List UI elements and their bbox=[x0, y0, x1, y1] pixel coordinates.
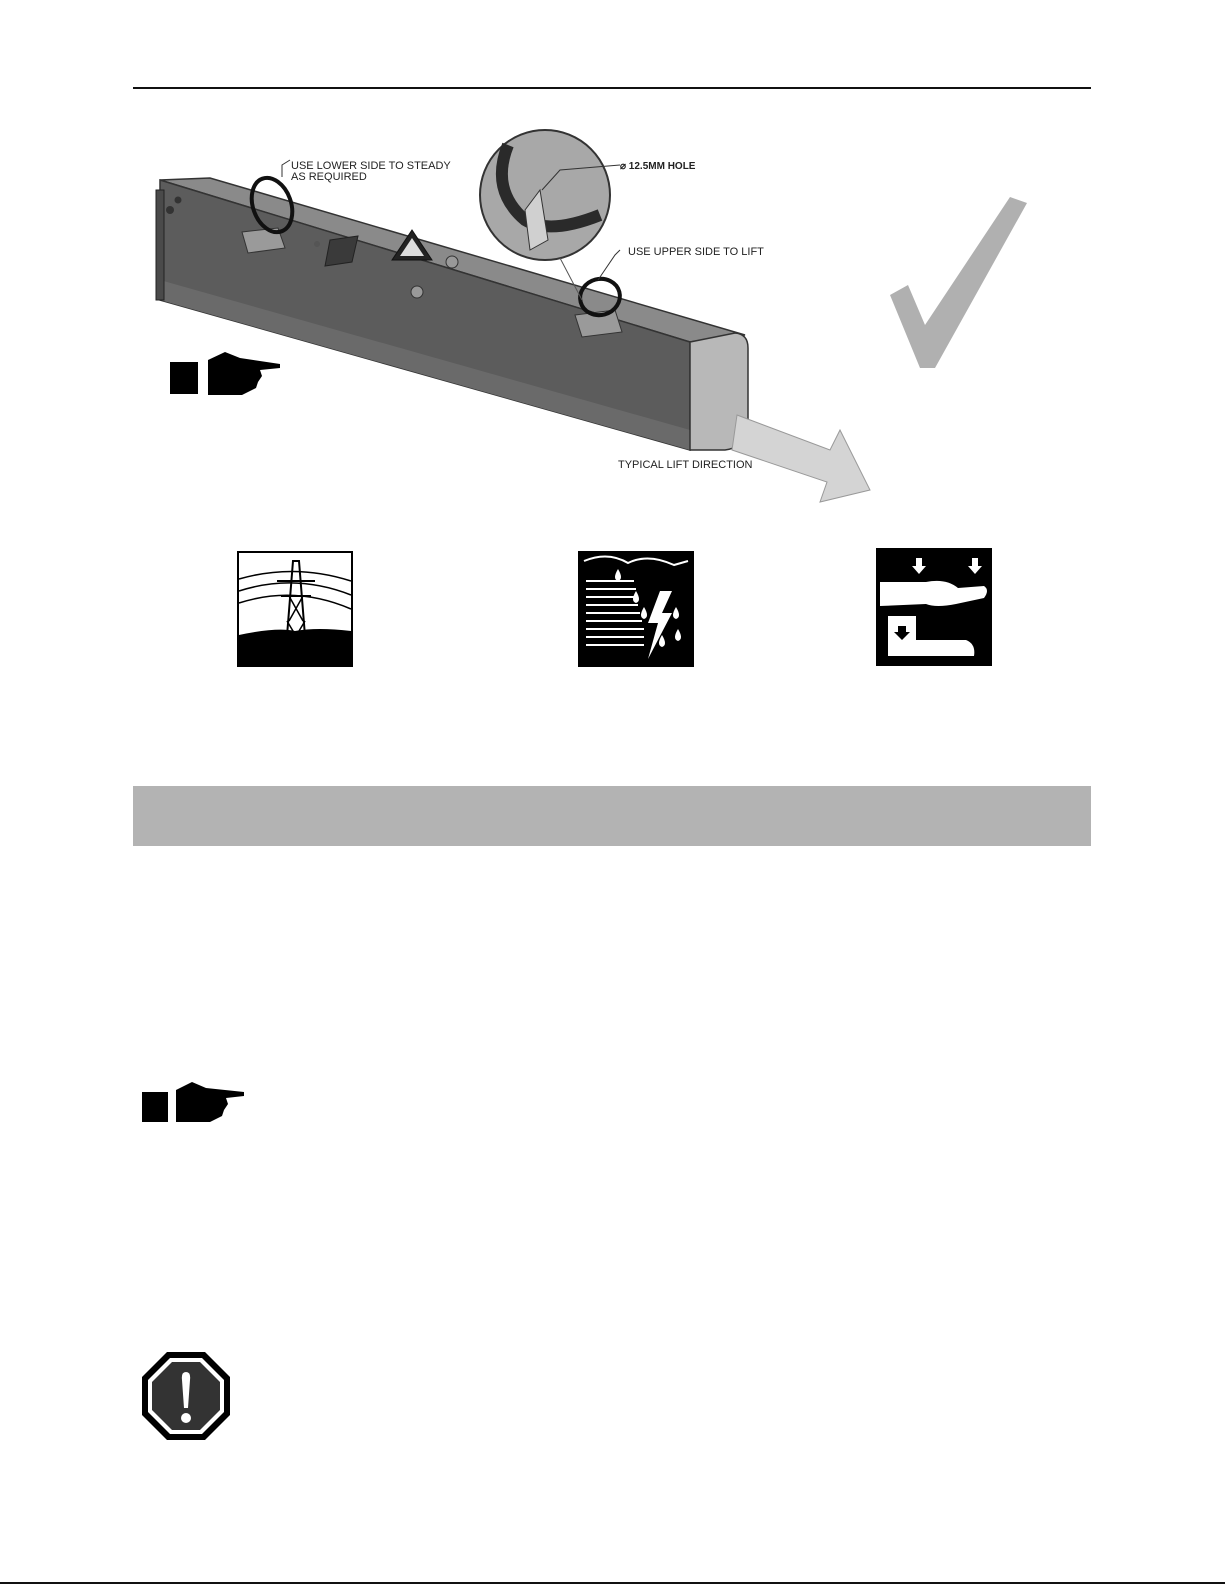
checkmark-icon bbox=[890, 197, 1027, 368]
upper-side-leader bbox=[598, 250, 620, 280]
bolt-icon bbox=[314, 241, 320, 247]
header-rule bbox=[133, 87, 1091, 89]
connector-icon bbox=[166, 206, 174, 214]
protective-gear-icon bbox=[876, 548, 992, 666]
pointing-hand-icon bbox=[170, 352, 280, 395]
callout-upper-side: USE UPPER SIDE TO LIFT bbox=[628, 246, 764, 258]
bolt-icon bbox=[446, 256, 458, 268]
lifting-diagram bbox=[130, 120, 1090, 520]
bolt-icon bbox=[411, 286, 423, 298]
pointing-hand-icon bbox=[140, 1080, 260, 1130]
lower-side-leader bbox=[282, 160, 290, 177]
callout-hole: ⌀ 12.5MM HOLE bbox=[620, 161, 696, 172]
lift-direction-arrow-icon bbox=[732, 415, 870, 502]
connector-icon bbox=[175, 197, 182, 204]
callout-lower-side: USE LOWER SIDE TO STEADY AS REQUIRED bbox=[291, 160, 451, 183]
weather-lightning-icon bbox=[578, 551, 694, 667]
box-left-end bbox=[156, 190, 164, 300]
section-heading-bar bbox=[133, 786, 1091, 846]
callout-lift-direction: TYPICAL LIFT DIRECTION bbox=[618, 459, 753, 471]
power-lines-icon bbox=[237, 551, 353, 667]
footer-rule bbox=[0, 1582, 1225, 1584]
stop-warning-icon bbox=[140, 1350, 232, 1442]
